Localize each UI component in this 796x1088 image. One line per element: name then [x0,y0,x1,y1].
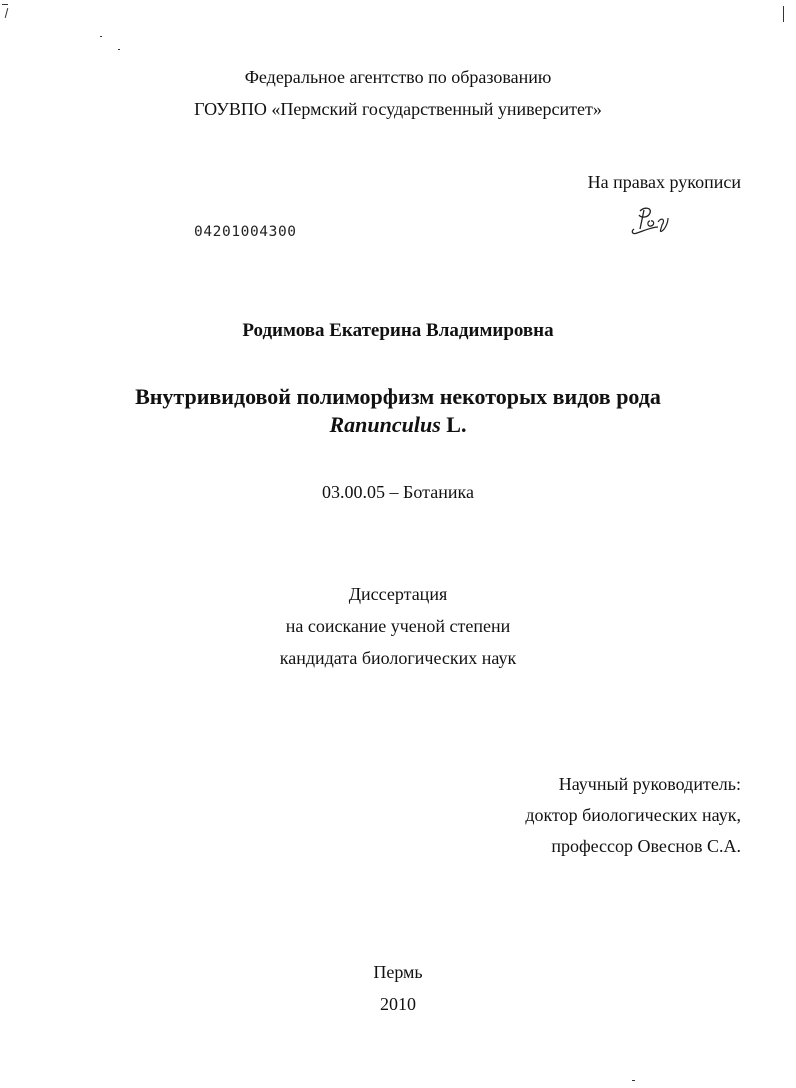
supervisor-degree: доктор биологических наук, [525,805,741,825]
thesis-title-line-2 [0,411,796,439]
publication-year: 2010 [380,994,416,1014]
document-type: Диссертация [348,584,448,604]
specialty-code: 03.00.05 – Ботаника [322,482,474,502]
scan-mark-top-left-tick [5,8,9,18]
scan-mark-dot-1 [100,36,102,37]
scan-mark-top-right [783,6,784,22]
degree-name: кандидата биологических наук [279,648,517,668]
city-name: Пермь [373,962,423,982]
author-name: Родимова Екатерина Владимировна [242,320,554,341]
thesis-title-genus: Ranunculus [329,412,441,437]
supervisor-label: Научный руководитель: [558,774,741,794]
scan-mark-top-left [2,4,8,5]
registration-number: 04201004300 [194,224,297,240]
handwritten-signature-icon [628,205,674,242]
manuscript-rights-label: На правах рукописи [587,172,741,192]
supervisor-name: профессор Овеснов С.А. [551,836,741,856]
scan-mark-dot-2 [118,49,120,50]
thesis-title-authority: L. [440,412,467,437]
degree-purpose: на соискание ученой степени [285,616,511,636]
university-name: ГОУВПО «Пермский государственный университет» [194,99,602,119]
thesis-title-line-1: Внутривидовой полиморфизм некоторых видов рода [135,384,661,409]
agency-name: Федеральное агентство по образованию [244,67,552,87]
scan-mark-dot-3 [632,1080,635,1081]
